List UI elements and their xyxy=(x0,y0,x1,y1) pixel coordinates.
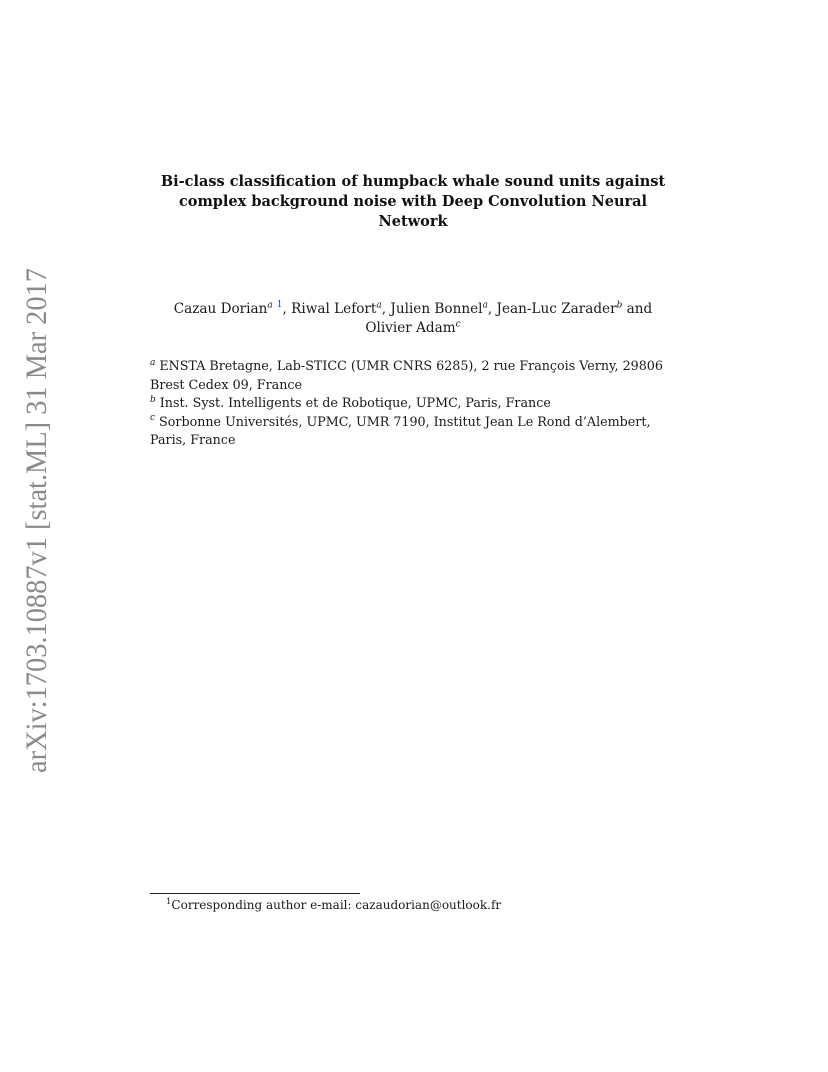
author-conjunction: and xyxy=(622,301,653,317)
affiliation-mark: b xyxy=(616,300,623,311)
author-line-1 xyxy=(150,300,676,319)
affiliation-text: Inst. Syst. Intelligents et de Robotique, UPMC, Paris, France xyxy=(159,395,551,410)
title-line-2: complex background noise with Deep Convolution Neural xyxy=(178,193,648,210)
affiliation-item xyxy=(150,357,676,394)
paper-title xyxy=(150,172,676,232)
affiliation-mark: a xyxy=(267,300,273,311)
footnote-link[interactable]: 1 xyxy=(276,300,283,311)
footnote-divider xyxy=(150,893,360,894)
affiliation-mark: a xyxy=(376,300,382,311)
author-name: , Jean-Luc Zarader xyxy=(487,301,617,317)
author-list xyxy=(150,300,676,338)
footnote-mark: 1 xyxy=(166,897,172,907)
arxiv-stamp-svg xyxy=(13,0,53,1072)
author-name: , Riwal Lefort xyxy=(282,301,377,317)
affiliation-text: Sorbonne Universités, UPMC, UMR 7190, Institut Jean Le Rond d’Alembert, Paris, France xyxy=(150,413,651,447)
title-line-3: Network xyxy=(378,213,448,230)
arxiv-identifier-stamp xyxy=(13,0,53,1072)
affiliation-mark: c xyxy=(150,413,156,424)
title-line-1: Bi-class classification of humpback whale sound units against xyxy=(160,173,666,190)
affiliation-mark: b xyxy=(150,394,156,405)
author-line-2 xyxy=(150,319,676,338)
author-name: Cazau Dorian xyxy=(173,301,268,317)
footnote xyxy=(166,897,666,914)
affiliation-mark: a xyxy=(482,300,488,311)
affiliation-text: ENSTA Bretagne, Lab-STICC (UMR CNRS 6285), 2 rue François Verny, 29806 Brest Cedex 09, France xyxy=(150,358,663,392)
author-name: Olivier Adam xyxy=(365,320,456,336)
affiliation-mark: c xyxy=(455,319,461,330)
affiliation-item xyxy=(150,394,676,413)
affiliation-item xyxy=(150,413,676,450)
footnote-text: Corresponding author e-mail: cazaudorian@outlook.fr xyxy=(171,898,502,912)
affiliation-list xyxy=(150,357,676,450)
affiliation-mark: a xyxy=(150,357,156,368)
author-name: , Julien Bonnel xyxy=(381,301,483,317)
arxiv-id-text: arXiv:1703.10887v1 [stat.ML] 31 Mar 2017 xyxy=(20,239,53,773)
